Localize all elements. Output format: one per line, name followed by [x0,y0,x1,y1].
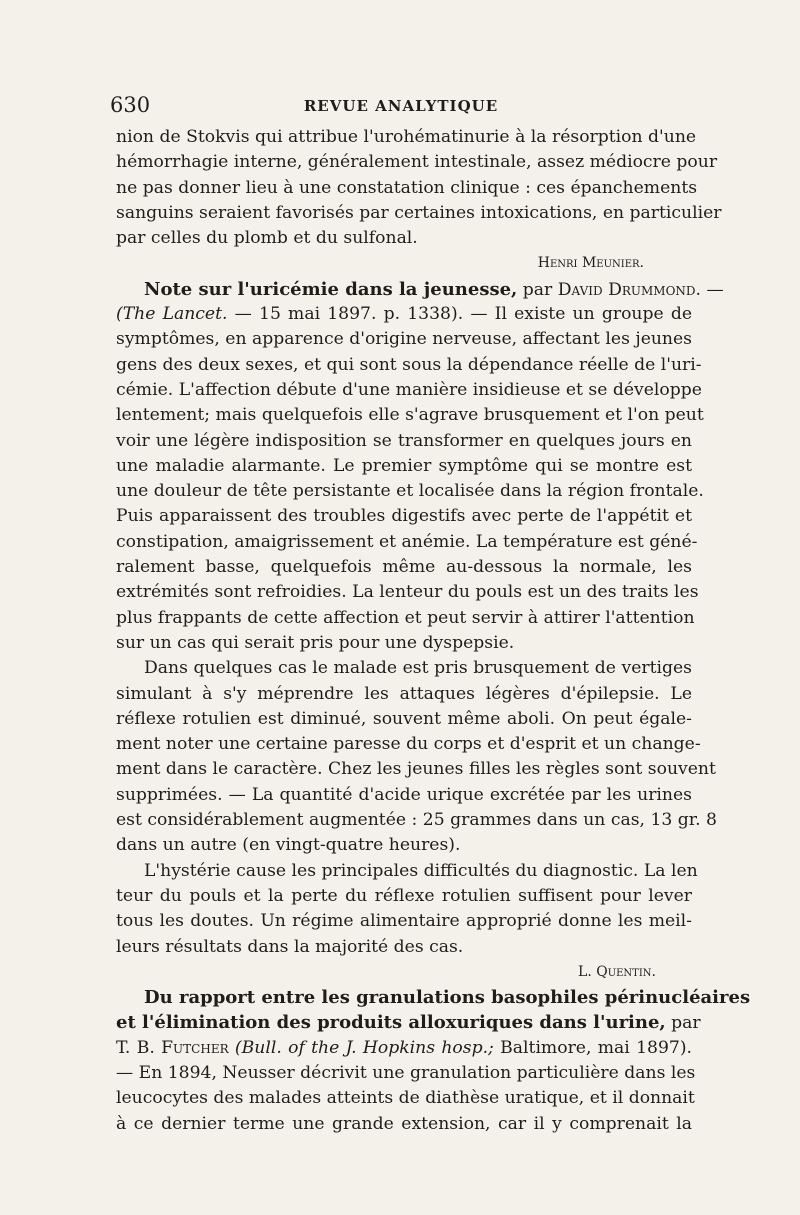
running-title: REVUE ANALYTIQUE [303,97,499,115]
text-line [116,1036,692,1061]
article-author: David Drummond. [557,279,701,300]
text-line: ne pas donner lieu à une constatation clinique : ces épanchements [116,177,698,198]
text-line [116,302,692,327]
article-title-cont: et l'élimination des produits alloxuriques dans l'urine, [116,1012,666,1034]
text-line: symptômes, en apparence d'origine nerveuse, affectant les jeunes [116,329,692,350]
text-line: — En 1894, Neusser décrivit une granulation particulière dans les [116,1062,696,1083]
text-line: constipation, amaigrissement et anémie. La température est géné- [116,531,698,552]
text-line: sur un cas qui serait pris pour une dyspepsie. [116,632,515,653]
author-signature: L. Quentin. [578,963,656,980]
text-line: gens des deux sexes, et qui sont sous la dépendance réelle de l'uri- [116,354,702,375]
text-line: leurs résultats dans la majorité des cas. [116,936,464,957]
text-line: une douleur de tête persistante et localisée dans la région frontale. [116,481,704,502]
text-line: lentement; mais quelquefois elle s'agrave brusquement et l'on peut [116,405,704,426]
text-line: plus frappants de cette affection et peut servir à attirer l'attention [116,607,695,628]
journal-name: (Bull. of the J. Hopkins hosp.; [234,1037,494,1058]
text-line: tous les doutes. Un régime alimentaire approprié donne les meil- [116,911,692,932]
text-line: par celles du plomb et du sulfonal. [116,228,418,249]
by-word: par [671,1013,701,1034]
text-line: ralement basse, quelquefois même au-dessous la normale, les [116,557,692,578]
article-author: Futcher [161,1037,229,1058]
text-line: ment dans le caractère. Chez les jeunes filles les règles sont souvent [116,759,716,780]
text-line: hémorrhagie interne, généralement intestinale, assez médiocre pour [116,152,718,173]
text-line: dans un autre (en vingt-quatre heures). [116,835,461,856]
article-heading-line [116,1010,701,1035]
article-title: Du rapport entre les granulations basophiles périnucléaires [144,987,751,1009]
journal-reference: — 15 mai 1897. p. 1338). — Il existe un groupe de [234,304,692,325]
article-heading-line [116,985,751,1010]
page-header [110,93,692,121]
text-line: réflexe rotulien est diminué, souvent même aboli. On peut égale- [116,708,692,729]
text-line: simulant à s'y méprendre les attaques légères d'épilepsie. Le [116,683,692,704]
author-signature: Henri Meunier. [537,255,644,272]
text-line: sanguins seraient favorisés par certaines intoxications, en particulier [116,202,722,223]
dash: — [706,279,724,300]
text-line: une maladie alarmante. Le premier symptôme qui se montre est [116,455,692,476]
text-line: nion de Stokvis qui attribue l'urohématinurie à la résorption d'une [116,127,697,147]
article-title: Note sur l'uricémie dans la jeunesse, [144,278,518,300]
by-word: par [522,279,553,300]
text-line: Dans quelques cas le malade est pris brusquement de vertiges [144,658,692,679]
text-line: est considérablement augmentée : 25 grammes dans un cas, 13 gr. 8 [116,810,717,831]
page-number: 630 [110,93,151,117]
text-line: supprimées. — La quantité d'acide urique excrétée par les urines [116,784,692,805]
text-line: cémie. L'affection débute d'une manière insidieuse et se développe [116,379,702,400]
article-heading-line [116,277,724,302]
journal-name: (The Lancet. [116,304,228,325]
text-line: voir une légère indisposition se transformer en quelques jours en [116,430,692,451]
text-line: teur du pouls et la perte du réflexe rotulien suffisent pour lever [116,885,692,906]
text-line: leucocytes des malades atteints de diathèse uratique, et il donnait [116,1088,695,1109]
page-body [116,125,751,1137]
text-line: ment noter une certaine paresse du corps et d'esprit et un change- [116,734,701,755]
text-line: L'hystérie cause les principales difficultés du diagnostic. La len [144,860,698,881]
author-initial: T. B. [116,1037,155,1058]
journal-reference: Baltimore, mai 1897). [500,1037,692,1058]
text-line: extrémités sont refroidies. La lenteur du pouls est un des traits les [116,582,699,603]
text-line: Puis apparaissent des troubles digestifs avec perte de l'appétit et [116,506,692,527]
text-line: à ce dernier terme une grande extension, car il y comprenait la [116,1113,692,1134]
